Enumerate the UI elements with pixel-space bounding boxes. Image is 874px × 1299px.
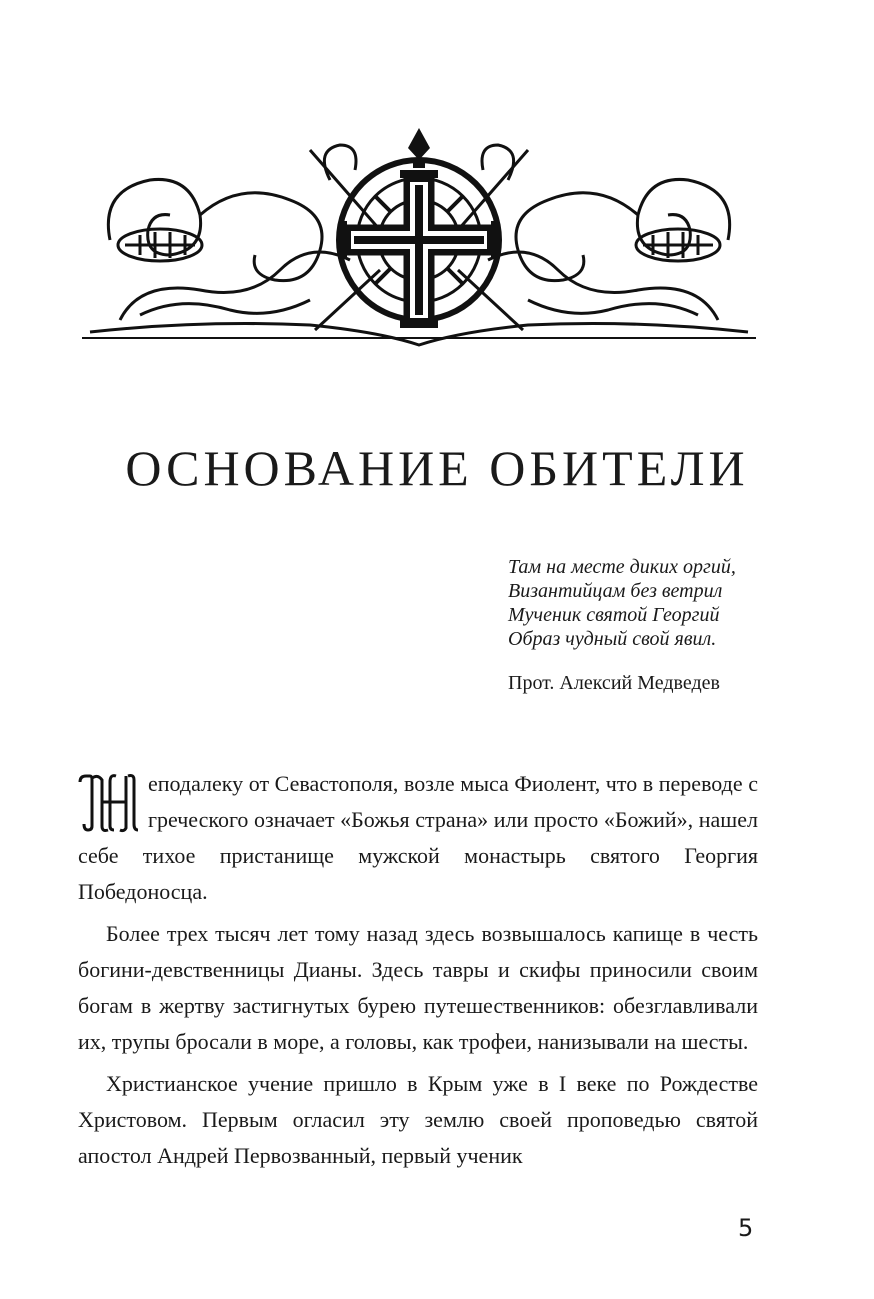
epigraph-author: Прот. Алексий Медведев [508,672,720,694]
epigraph-line: Там на месте диких оргий, [508,556,736,578]
epigraph-line: Мученик святой Георгий [508,604,720,626]
drop-cap-letter [78,772,140,834]
epigraph-line: Византийцам без ветрил [508,580,723,602]
page-number: 5 [738,1214,754,1242]
paragraph-2: Более трех тысяч лет тому назад здесь возвышалось капище в честь богини-девственницы Дианы. Здесь тавры и скифы приносили своим богам в жертву застигнутых бурею путешественников: обезглавливали их, трупы бросали в море, а головы, как трофеи, нанизывали на шесты. [78,921,758,1054]
chapter-title: ОСНОВАНИЕ ОБИТЕЛИ [125,439,749,496]
epigraph [508,555,838,695]
epigraph-line: Образ чудный свой явил. [508,628,717,650]
body-text [78,766,758,1174]
paragraph-3: Христианское учение пришло в Крым уже в I веке по Рождестве Христовом. Первым огласил эту землю своей проповедью святой апостол Андрей Первозванный, первый ученик [78,1071,758,1168]
cross-ornament-headpiece [80,120,758,355]
paragraph-1 [78,766,758,910]
paragraph-1-text: еподалеку от Севастополя, возле мыса Фиолент, что в переводе с греческого означает «Божья страна» или просто «Божий», нашел себе тихое пристанище мужской монастырь святого Георгия Победоносца. [78,771,758,904]
